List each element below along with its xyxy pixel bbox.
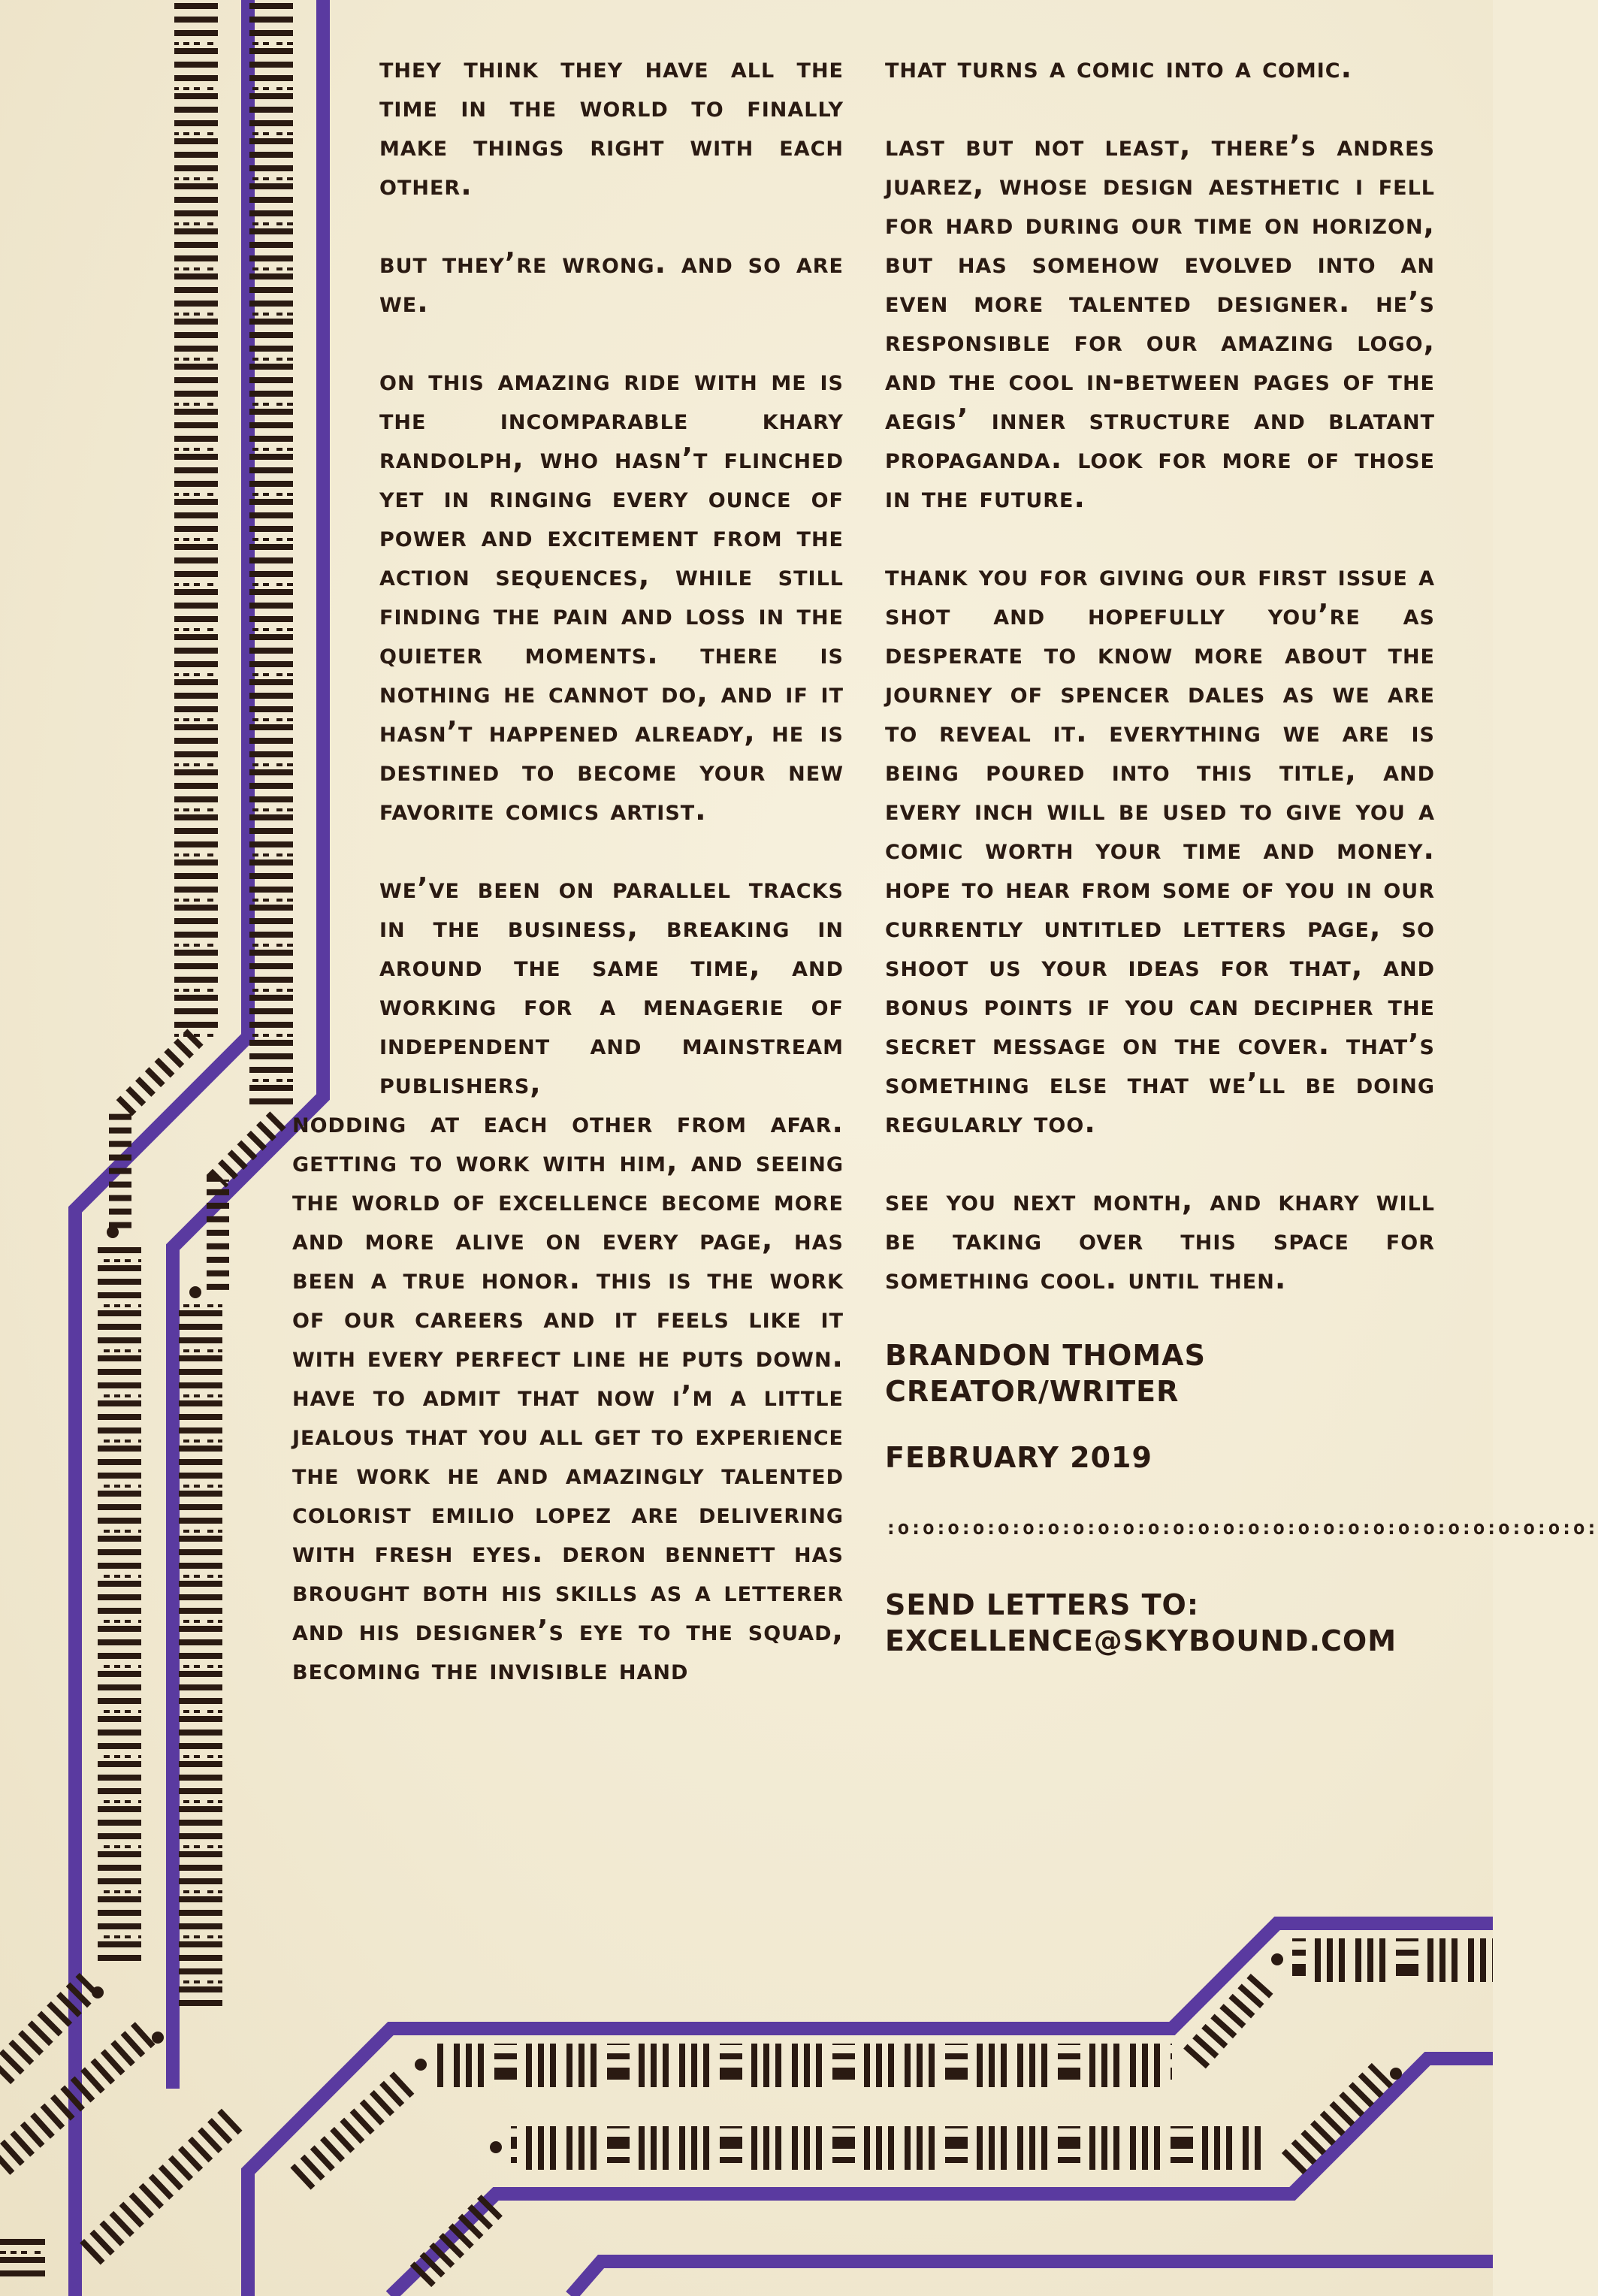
right-paragraph-3: thank you for giving our first issue a shot and hopefully you’re as desperate to know more about the journey of spencer dales as we are to reveal it. everything we are is being poured into this title, and every inch will be used to give you a comic worth your time and money. hope to hear from some of you in our currently untitled letters page, so shoot us your ideas for that, and bonus points if you can decipher the secret message on the cover. that’s something else that we’ll be doing regularly too. — [885, 559, 1435, 1139]
right-paragraph-2: last but not least, there’s andres juarez, whose design aesthetic i fell for hard during our time on horizon, but has somehow evolved into an even more talented designer. he’s responsible for our amazing logo, and the cool in-between pages of the aegis’ inner structure and blatant propaganda. look for more of those in the future. — [885, 129, 1435, 514]
letters-email[interactable]: EXCELLENCE@SKYBOUND.COM — [885, 1624, 1397, 1657]
left-paragraph-2: but they’re wrong. and so are we. — [379, 246, 844, 319]
left-paragraph-4b: nodding at each other from afar. getting to work with him, and seeing the world of excellence become more and more alive on every page, has been a true honor. this is the work of our careers and it feels like it with every perfect line he puts down. have to admit that now i’m a little jealous that you all get to experience the work he and amazingly talented colorist emilio lopez are delivering with fresh eyes. deron bennett has brought both his skills as a letterer and his designer’s eye to the squad, becoming the invisible hand — [292, 1106, 844, 1686]
bottom-band-upper — [248, 1923, 1493, 2296]
bottom-band-footer — [0, 2239, 1493, 2296]
article-column-right — [885, 48, 1598, 1698]
issue-date: FEBRUARY 2019 — [885, 1441, 1152, 1474]
left-paragraph-3: on this amazing ride with me is the incomparable khary randolph, who hasn’t flinched yet in ringing every ounce of power and excitement from the action sequences, while still finding the pain and loss in the quieter moments. there is nothing he cannot do, and if it hasn’t happened already, he is destined to become your new favorite comics artist. — [379, 364, 844, 826]
letters-block — [885, 1587, 1435, 1659]
letters-label: SEND LETTERS TO: — [885, 1588, 1200, 1621]
signature-name: BRANDON THOMAS — [885, 1339, 1206, 1372]
signature-title: CREATOR/WRITER — [885, 1375, 1180, 1408]
left-paragraph-1: they think they have all the time in the world to finally make things right with each other. — [379, 51, 844, 201]
right-paragraph-1: that turns a comic into a comic. — [885, 51, 1353, 84]
article-column-left — [292, 48, 844, 1728]
signature-block — [885, 1337, 1435, 1409]
bottom-left-diagonal — [0, 1983, 233, 2254]
left-paragraph-4a: we’ve been on parallel tracks in the business, breaking in around the same time, and working for a menagerie of independent and mainstream publishers, — [379, 872, 844, 1100]
dotted-separator: :o:o:o:o:o:o:o:o:o:o:o:o:o:o:o:o:o:o:o:o:o:o:o:o:o:o:o:o: — [885, 1517, 1598, 1539]
right-paragraph-4: see you next month, and khary will be taking over this space for something cool. until then. — [885, 1184, 1435, 1295]
